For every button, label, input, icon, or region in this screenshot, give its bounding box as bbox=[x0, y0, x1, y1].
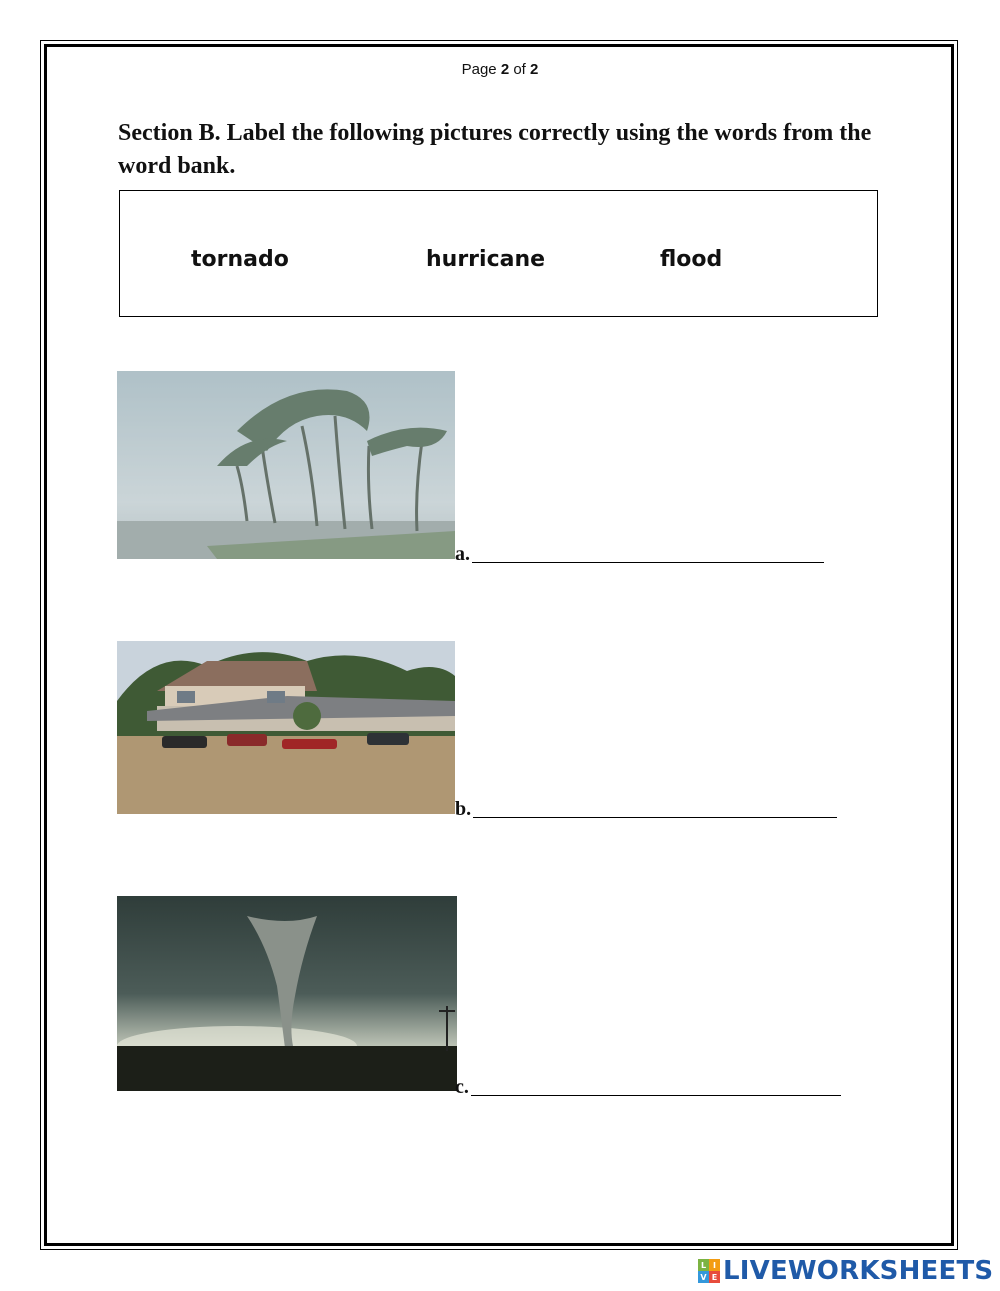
section-instructions: Section B. Label the following pictures correctly using the words from the word bank. bbox=[118, 120, 872, 179]
page-of-label: of bbox=[513, 61, 526, 78]
answer-blank[interactable] bbox=[472, 562, 824, 563]
logo-mark-icon: L I V E bbox=[698, 1259, 720, 1283]
answer-blank[interactable] bbox=[471, 1095, 841, 1096]
answer-line-a bbox=[455, 543, 824, 565]
page-current: 2 bbox=[500, 61, 510, 78]
page-label: Page bbox=[461, 61, 497, 78]
word-bank-word: flood bbox=[660, 247, 723, 272]
tornado-picture bbox=[117, 896, 457, 1091]
liveworksheets-logo[interactable] bbox=[698, 1255, 993, 1287]
answer-line-c bbox=[455, 1076, 841, 1098]
page-indicator bbox=[0, 61, 1000, 78]
answer-blank[interactable] bbox=[473, 817, 837, 818]
flood-picture bbox=[117, 641, 455, 814]
word-bank-word: tornado bbox=[191, 247, 289, 272]
word-bank bbox=[119, 190, 878, 317]
answer-letter: b. bbox=[455, 798, 472, 820]
answer-letter: a. bbox=[455, 543, 470, 565]
logo-text: LIVEWORKSHEETS bbox=[723, 1256, 994, 1286]
page-total: 2 bbox=[530, 61, 539, 78]
word-bank-word: hurricane bbox=[426, 247, 546, 272]
hurricane-picture bbox=[117, 371, 455, 559]
answer-line-b bbox=[455, 798, 837, 820]
answer-letter: c. bbox=[455, 1076, 469, 1098]
